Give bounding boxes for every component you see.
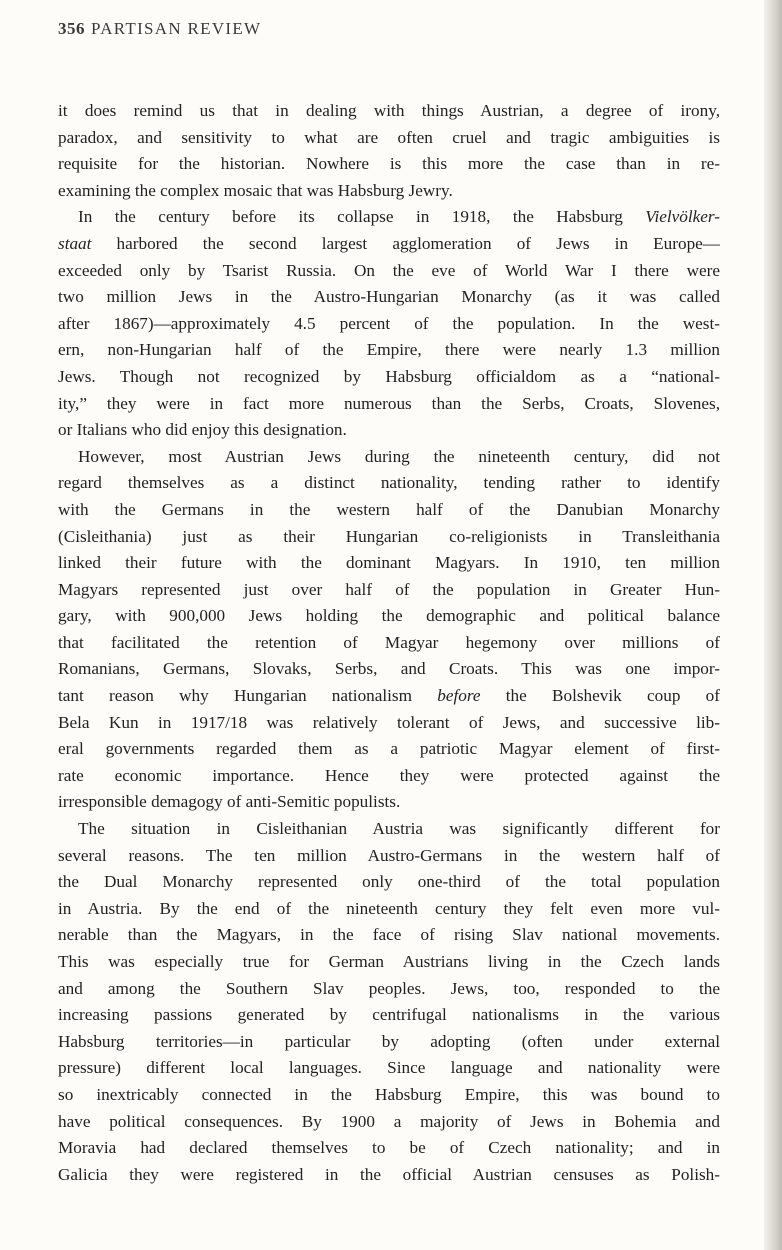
- journal-title: PARTISAN REVIEW: [91, 19, 262, 38]
- text-line: ity,” they were in fact more numerous than the Serbs, Croats, Slovenes,: [58, 393, 720, 413]
- text-line: after 1867)—approximately 4.5 percent of the population. In the west-: [58, 313, 720, 333]
- page-number: 356: [58, 19, 85, 38]
- text-line: gary, with 900,000 Jews holding the demographic and political balance: [58, 606, 720, 626]
- text-line: so inextricably connected in the Habsburg Empire, this was bound to: [58, 1084, 720, 1104]
- running-head: [58, 19, 261, 39]
- text-line: pressure) different local languages. Since language and nationality were: [58, 1058, 720, 1078]
- text-line: This was especially true for German Austrians living in the Czech lands: [58, 952, 720, 971]
- text-line: two million Jews in the Austro-Hungarian Monarchy (as it was called: [58, 287, 720, 307]
- text-line: Habsburg territories—in particular by adopting (often under external: [58, 1031, 720, 1051]
- text-line: paradox, and sensitivity to what are often cruel and tragic ambiguities is: [58, 127, 720, 147]
- text-line: with the Germans in the western half of the Danubian Monarchy: [58, 499, 720, 519]
- italic-term: Vielvölker-: [645, 207, 720, 227]
- text-line: that facilitated the retention of Magyar hegemony over millions of: [58, 632, 720, 652]
- text-line: increasing passions generated by centrifugal nationalisms in the various: [58, 1005, 720, 1025]
- text-line: The situation in Cisleithanian Austria was significantly different for: [78, 819, 720, 839]
- italic-term: staat: [58, 233, 92, 253]
- text-line: the Dual Monarchy represented only one-third of the total population: [58, 872, 720, 892]
- text-line: In the century before its collapse in 1918, the Habsburg Vielvölker-: [78, 207, 720, 227]
- text-line: regard themselves as a distinct nationality, tending rather to identify: [58, 473, 720, 493]
- text-line: requisite for the historian. Nowhere is this more the case than in re-: [58, 154, 720, 174]
- text-line: Moravia had declared themselves to be of Czech nationality; and in: [58, 1138, 720, 1158]
- text-line: eral governments regarded them as a patriotic Magyar element of first-: [58, 739, 720, 759]
- text-line: Bela Kun in 1917/18 was relatively tolerant of Jews, and successive lib-: [58, 712, 720, 732]
- text-line: linked their future with the dominant Magyars. In 1910, ten million: [58, 553, 720, 573]
- text-line: or Italians who did enjoy this designation.: [58, 420, 347, 440]
- text-line: Romanians, Germans, Slovaks, Serbs, and Croats. This was one impor-: [58, 659, 720, 679]
- text-line: tant reason why Hungarian nationalism before the Bolshevik coup of: [58, 686, 720, 706]
- text-line: (Cisleithania) just as their Hungarian co-religionists in Transleithania: [58, 526, 720, 546]
- page-edge-shadow: [764, 0, 782, 1250]
- text-line: Galicia they were registered in the official Austrian censuses as Polish-: [58, 1164, 720, 1184]
- text-line: examining the complex mosaic that was Habsburg Jewry.: [58, 180, 453, 200]
- text-line: However, most Austrian Jews during the nineteenth century, did not: [78, 446, 720, 466]
- italic-term: before: [437, 686, 481, 706]
- text-line: ern, non-Hungarian half of the Empire, there were nearly 1.3 million: [58, 340, 720, 360]
- text-line: exceeded only by Tsarist Russia. On the eve of World War I there were: [58, 260, 720, 280]
- text-line: and among the Southern Slav peoples. Jews, too, responded to the: [58, 978, 720, 998]
- body-text: [58, 98, 720, 1188]
- text-line: irresponsible demagogy of anti-Semitic populists.: [58, 792, 401, 812]
- text-line: Jews. Though not recognized by Habsburg officialdom as a “national-: [58, 366, 720, 386]
- text-line: staat harbored the second largest agglomeration of Jews in Europe—: [58, 233, 720, 253]
- text-line: it does remind us that in dealing with things Austrian, a degree of irony,: [58, 101, 720, 120]
- text-line: rate economic importance. Hence they were protected against the: [58, 765, 720, 785]
- text-line: nerable than the Magyars, in the face of rising Slav national movements.: [58, 925, 720, 945]
- text-line: Magyars represented just over half of the population in Greater Hun-: [58, 579, 720, 599]
- text-line: in Austria. By the end of the nineteenth century they felt even more vul-: [58, 898, 720, 918]
- text-line: have political consequences. By 1900 a majority of Jews in Bohemia and: [58, 1111, 720, 1131]
- text-line: several reasons. The ten million Austro-Germans in the western half of: [58, 845, 720, 865]
